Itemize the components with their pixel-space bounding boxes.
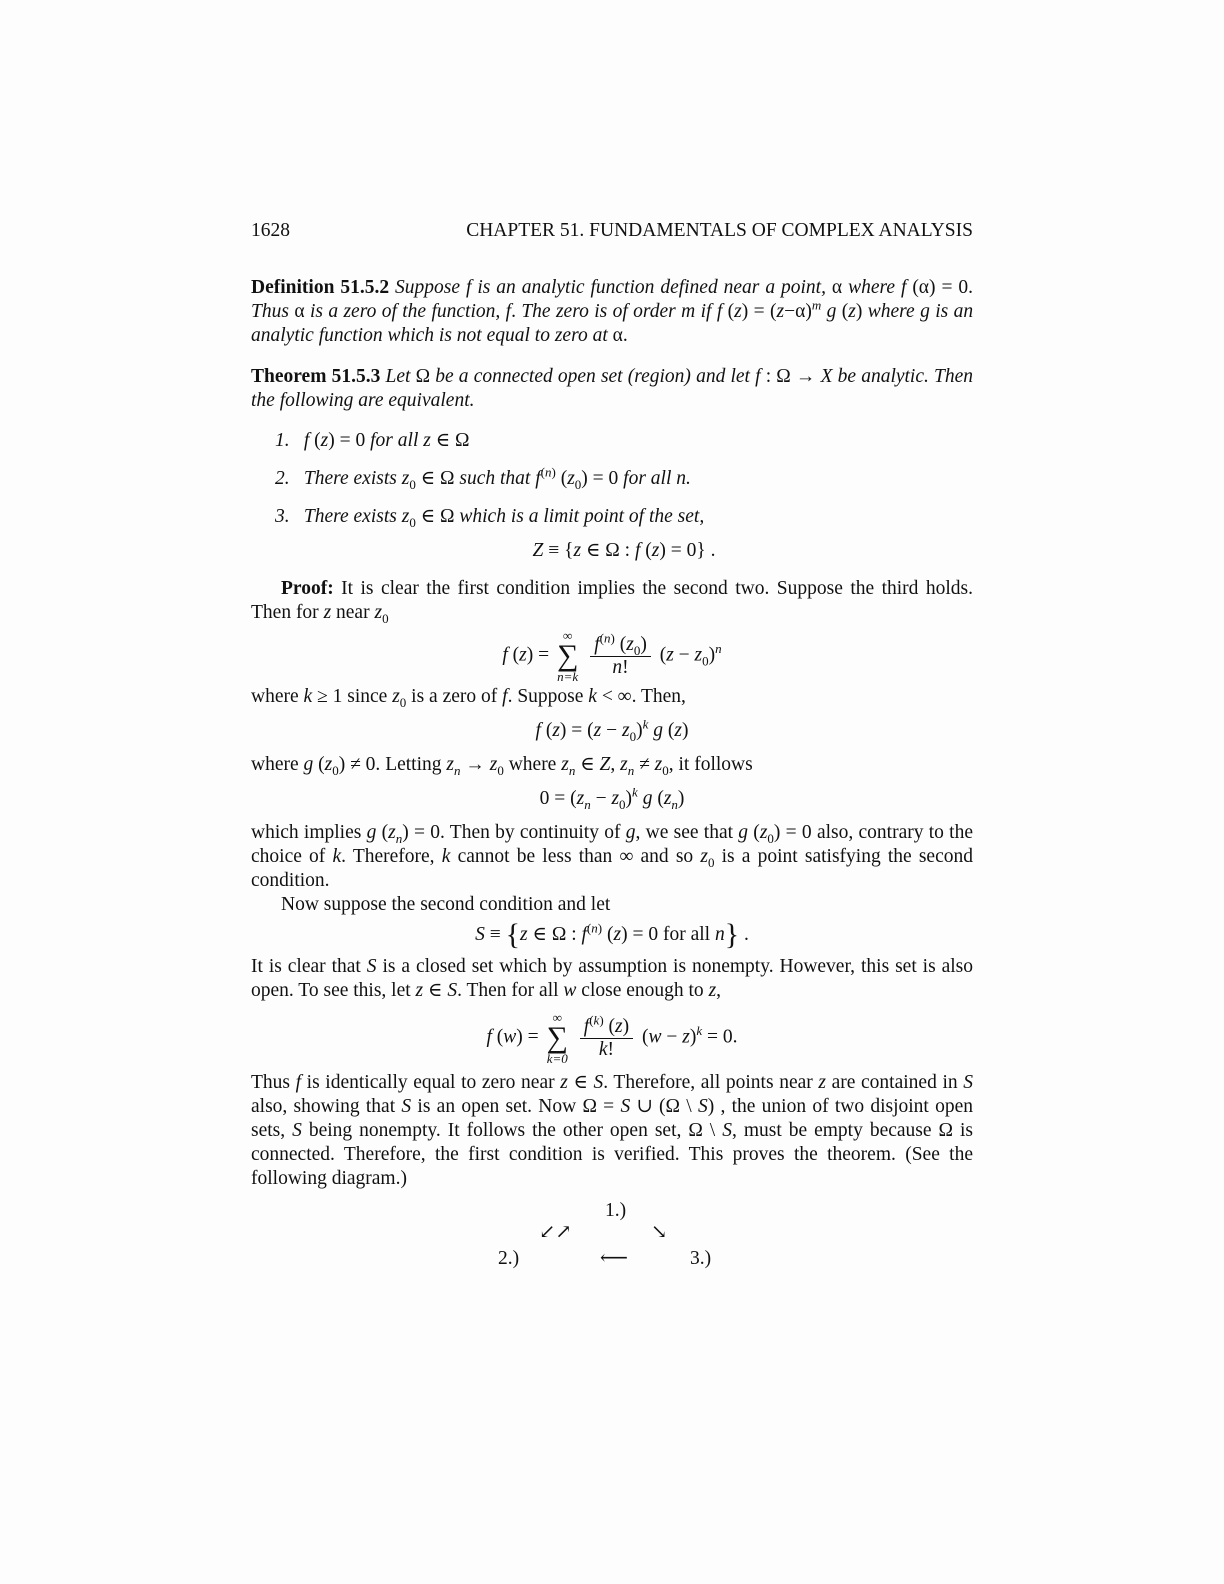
theorem-block: Theorem 51.5.3 Let Ω be a connected open set (region) and let f : Ω → X be analytic. Then the following are equivalent. [251,366,974,411]
zero-equation: $0 = (z_n - z_0)^k$ g $(z_n)$ [539,784,685,812]
node-3: 3.) [690,1248,712,1269]
theorem-label: Theorem 51.5.3 [251,366,381,387]
page [251,219,973,1275]
equivalence-list [275,429,973,563]
chapter-title: CHAPTER 51. FUNDAMENTALS OF COMPLEX ANALYSIS [466,220,973,241]
proof-paragraph-3: where g $(z_0) \ne 0$. Letting $z_n \to z_0$ where $z_n$ ∈ Z, $z_n \ne z_0$, it follows [251,754,753,778]
proof-label: Proof: [281,578,334,599]
factor-equation: f $(z) = (z - z_0)^k$ g (z) [535,716,689,744]
list-item: 2. There exists $z_0$ ∈ Ω such that $f^{(n)}$ $(z_0) = 0$ for all n. [275,464,691,492]
proof-paragraph-5: Now suppose the second condition and let [281,894,611,915]
node-1: 1.) [605,1200,627,1221]
node-2: 2.) [498,1248,520,1269]
arrow-3-2: ⟵ [600,1248,628,1269]
power-series-equation: f (z) = ∞ ∑ n=k $\frac{f^{(n)} (z_0)}{n!}$ $(z - z_0)^n$ [502,628,722,684]
implication-diagram [251,1195,973,1275]
proof-paragraph-2: where k ≥ 1 since $z_0$ is a zero of f. Suppose k < ∞. Then, [251,686,686,710]
list-item: 1. f (z) = 0 for all z ∈ Ω [275,430,470,451]
set-Z-equation: Z ≡ {z ∈ Ω : f (z) = 0} . [532,540,716,561]
running-header [251,219,973,243]
arrows-1-2: ↙↗ [539,1222,572,1243]
proof-paragraph-4: which implies g $(z_n) = 0$. Then by continuity of g, we see that g $(z_0) = 0$ also, contrary to the choice of k. Therefore, k cannot be less than ∞ and so $z_0$ is a point satisfying the second condition. [251,822,973,891]
set-S-equation: S ≡ {z ∈ Ω : $f^{(n)}$ (z) = 0 for all n} . [475,918,749,951]
definition-label: Definition 51.5.2 [251,277,390,298]
taylor-equation: f (w) = ∞ ∑ k=0 $\frac{f^{(k)} (z)}{k!}$ $(w - z)^k = 0$. [486,1010,738,1066]
definition-block: Definition 51.5.2 Suppose f is an analytic function defined near a point, α where f (α) = 0. Thus α is a zero of the function, f. The zero is of order m if f $(z) = (z-\alpha)^m$ g (z) where g is an analytic function which is not equal to zero at α. [251,277,974,346]
proof-paragraph-6: It is clear that S is a closed set which by assumption is nonempty. However, this set is also open. To see this, let z ∈ S. Then for all w close enough to z, [251,956,974,1001]
arrow-1-3: ↘ [651,1222,668,1243]
page-number: 1628 [251,220,290,241]
proof-paragraph-7: Thus f is identically equal to zero near z ∈ S. Therefore, all points near z are contained in S also, showing that S is an open set. Now Ω = S ∪ (Ω \ S) , the union of two disjoint open sets, S being nonempty. It follows the other open set, Ω \ S, must be empty because Ω is connected. Therefore, the first condition is verified. This proves the theorem. (See the following diagram.) [251,1072,974,1189]
list-item: 3. There exists $z_0$ ∈ Ω which is a limit point of the set, Z ≡ {z ∈ Ω : f (z) = 0} . [275,505,973,563]
proof-paragraph-1: Proof: It is clear the first condition implies the second two. Suppose the third holds. Then for z near $z_0$ [251,578,974,626]
